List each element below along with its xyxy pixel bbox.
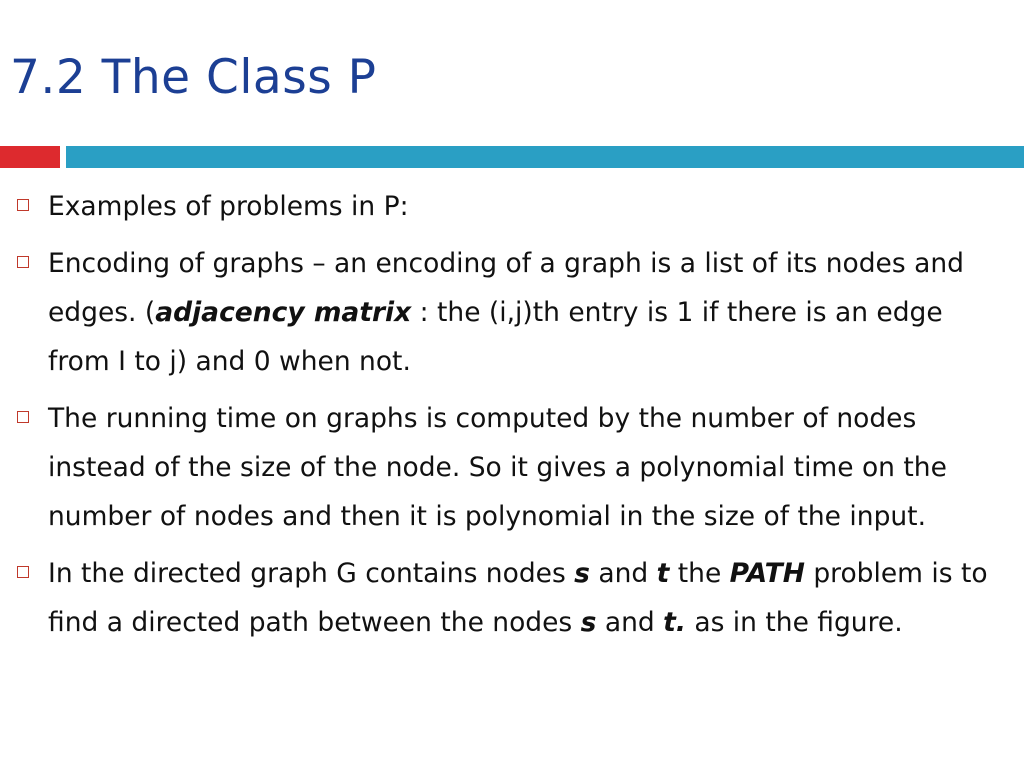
bullet-list (0, 182, 1024, 655)
slide-title: 7.2 The Class P (10, 50, 377, 105)
bullet-text-part: problem is to find a directed path between the nodes (48, 558, 988, 638)
bullet-item (0, 239, 1024, 386)
hollow-square-icon (17, 199, 29, 211)
bullet-emphasis: PATH (729, 558, 805, 589)
bullet-text-part: Encoding of graphs – an encoding of a graph is a list of its nodes and edges. ( (48, 248, 964, 328)
hollow-square-icon (17, 566, 29, 578)
bullet-emphasis: s (574, 558, 590, 589)
hollow-square-icon (17, 256, 29, 268)
bullet-emphasis: t (656, 558, 670, 589)
hollow-square-icon (17, 411, 29, 423)
bullet-text-part: as in the figure. (685, 607, 903, 638)
bullet-text-part: the (669, 558, 730, 589)
accent-bar-blue (66, 146, 1024, 168)
bullet-text: Examples of problems in P: (48, 191, 409, 222)
bullet-text-part: In the directed graph G contains nodes (48, 558, 575, 589)
bullet-text-part: : the (i,j)th entry is 1 if there is an edge from I to j) and 0 when not. (48, 297, 943, 377)
bullet-text: The running time on graphs is computed by the number of nodes instead of the size of the node. So it gives a polynomial time on the number of nodes and then it is polynomial in the size of the input. (48, 403, 947, 532)
accent-bar-red (0, 146, 60, 168)
bullet-emphasis: adjacency matrix (155, 297, 412, 328)
bullet-item (0, 549, 1024, 647)
bullet-item (0, 182, 1024, 231)
bullet-emphasis: s (580, 607, 597, 638)
bullet-item (0, 394, 1024, 541)
bullet-text-part: and (596, 607, 664, 638)
bullet-emphasis: t. (663, 607, 686, 638)
bullet-text-part: and (589, 558, 657, 589)
